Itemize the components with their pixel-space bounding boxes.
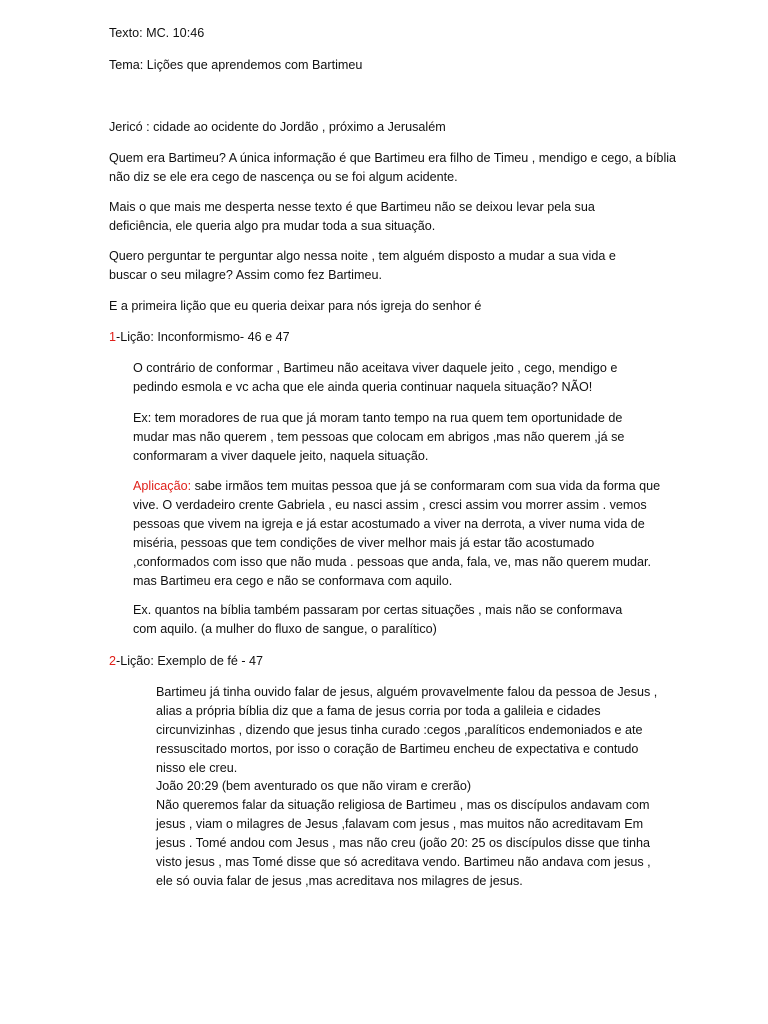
licao1-heading bbox=[109, 328, 669, 347]
primeira-licao-line: E a primeira lição que eu queria deixar para nós igreja do senhor é bbox=[109, 299, 482, 313]
licao1-aplicacao bbox=[133, 477, 663, 591]
licao2-heading bbox=[109, 652, 669, 671]
licao1-paragraph-1: O contrário de conformar , Bartimeu não aceitava viver daquele jeito , cego, mendigo e pedindo esmola e vc acha que ele ainda queria continuar naquela situação? NÃO! bbox=[133, 361, 618, 394]
licao1-paragraph-4: Ex. quantos na bíblia também passaram por certas situações , mais não se conformava com aquilo. (a mulher do fluxo de sangue, o paralítico) bbox=[133, 603, 623, 636]
jerico-line: Jericó : cidade ao ocidente do Jordão , próximo a Jerusalém bbox=[109, 120, 446, 134]
licao1-heading-text: -Lição: Inconformismo- 46 e 47 bbox=[116, 330, 290, 344]
licao2-paragraph-1: Bartimeu já tinha ouvido falar de jesus, alguém provavelmente falou da pessoa de Jesus , alias a própria bíblia diz que a fama de jesus corria por toda a galileia e cidades circunvizinhas , dizendo que jesus tinha curado :cegos ,paralíticos endemoniados e ate ressuscitado mortos, por isso o coração de Bartimeu encheu de expectativa e contudo nisso ele creu. bbox=[156, 685, 658, 775]
aplicacao-label: Aplicação: bbox=[133, 479, 192, 493]
licao2-paragraph-3: Não queremos falar da situação religiosa de Bartimeu , mas os discípulos andavam com jesus , viam o milagres de Jesus ,falavam com jesus , mas muitos não acreditavam Em jesus . Tomé andou com Jesus , mas não creu (joão 20: 25 os discípulos disse que tinha visto jesus , mas Tomé disse que só acreditava vendo. Bartimeu não andava com jesus , ele só ouvia falar de jesus ,mas acreditava nos milagres de jesus. bbox=[156, 798, 651, 888]
licao2-heading-text: -Lição: Exemplo de fé - 47 bbox=[116, 654, 264, 668]
licao2-number: 2 bbox=[109, 654, 117, 668]
aplicacao-text: sabe irmãos tem muitas pessoa que já se conformaram com sua vida da forma que vive. O verdadeiro crente Gabriela , eu nasci assim , cresci assim vou morrer assim . vemos pessoas que vivem na igreja e já estar acostumado a viver na derrota, a viver numa vida de miséria, pessoas que tem condições de viver melhor mais já estar tão acostumado ,conformados com isso que não muda . pessoas que anda, fala, ve, mas não querem mudar. mas Bartimeu era cego e não se conformava com aquilo. bbox=[133, 479, 661, 588]
tema-line: Tema: Lições que aprendemos com Bartimeu bbox=[109, 58, 363, 72]
licao1-number: 1 bbox=[109, 330, 117, 344]
mais-o-que-paragraph: Mais o que mais me desperta nesse texto é que Bartimeu não se deixou levar pela sua deficiência, ele queria algo pra mudar toda a sua situação. bbox=[109, 200, 595, 233]
texto-line: Texto: MC. 10:46 bbox=[109, 26, 205, 40]
licao2-paragraph-2: João 20:29 (bem aventurado os que não viram e crerão) bbox=[156, 779, 472, 793]
quero-perguntar-paragraph: Quero perguntar te perguntar algo nessa noite , tem alguém disposto a mudar a sua vida e buscar o seu milagre? Assim como fez Bartimeu. bbox=[109, 249, 616, 282]
licao1-paragraph-2: Ex: tem moradores de rua que já moram tanto tempo na rua quem tem oportunidade de mudar mas não querem , tem pessoas que colocam em abrigos ,mas não querem ,já se conformaram a viver daquele jeito, naquela situação. bbox=[133, 411, 625, 463]
quem-era-paragraph: Quem era Bartimeu? A única informação é que Bartimeu era filho de Timeu , mendigo e cego, a bíblia não diz se ele era cego de nascença ou se foi algum acidente. bbox=[109, 151, 677, 184]
